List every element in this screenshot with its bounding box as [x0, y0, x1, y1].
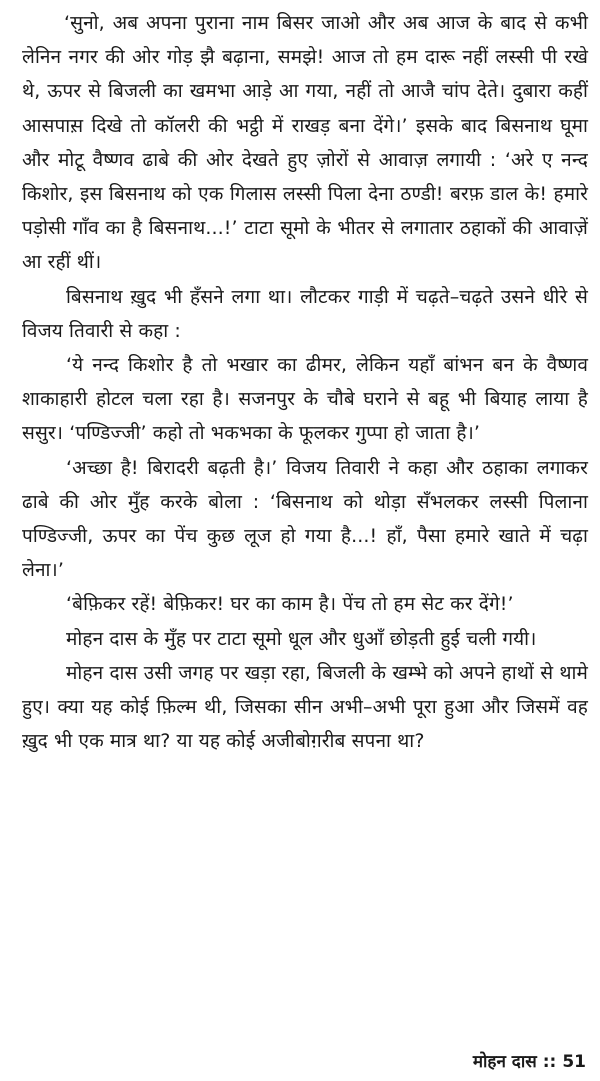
page-number: 51: [562, 1052, 586, 1072]
paragraph: ‘अच्छा है! बिरादरी बढ़ती है।’ विजय तिवारी ने कहा और ठहाका लगाकर ढाबे की ओर मुँह करके बोला : ‘बिसनाथ को थोड़ा सँभलकर लस्सी पिलाना पण्डिज्जी, ऊपर का पेंच कुछ लूज हो गया है...! हाँ, पैसा हमारे खाते में चढ़ा लेना।’: [22, 456, 588, 582]
paragraph: मोहन दास उसी जगह पर खड़ा रहा, बिजली के खम्भे को अपने हाथों से थामे हुए। क्या यह कोई फ़िल्म थी, जिसका सीन अभी–अभी पूरा हुआ और जिसमें वह ख़ुद भी एक मात्र था? या यह कोई अजीबोग़रीब सपना था?: [22, 661, 588, 753]
body-text: [22, 6, 588, 758]
footer-separator: ::: [542, 1052, 557, 1072]
paragraph: मोहन दास के मुँह पर टाटा सूमो धूल और धुआँ छोड़ती हुई चली गयी।: [66, 627, 537, 650]
page-footer: [473, 1051, 586, 1073]
paragraph: बिसनाथ ख़ुद भी हँसने लगा था। लौटकर गाड़ी में चढ़ते–चढ़ते उसने धीरे से विजय तिवारी से कहा :: [22, 285, 588, 342]
running-title: मोहन दास: [472, 1052, 537, 1072]
paragraph: ‘बेफ़िकर रहें! बेफ़िकर! घर का काम है। पेंच तो हम सेट कर देंगे!’: [66, 593, 514, 616]
paragraph: ‘सुनो, अब अपना पुराना नाम बिसर जाओ और अब आज के बाद से कभी लेनिन नगर की ओर गोड़ झै बढ़ाना, समझे! आज तो हम दारू नहीं लस्सी पी रखे थे, ऊपर से बिजली का खमभा आड़े आ गया, नहीं तो आजै चांप देते। दुबारा कहीं आसपास़ दिखे तो कॉलरी की भट्ठी में राखड़ बना देंगे।’ इसके बाद बिसनाथ घूमा और मोटू वैष्णव ढाबे की ओर देखते हुए ज़ोरों से आवाज़ लगायी : ‘अरे ए नन्द किशोर, इस बिसनाथ को एक गिलास लस्सी पिला देना ठण्डी! बरफ़ डाल के! हमारे पड़ोसी गाँव का है बिसनाथ...!’ टाटा सूमो के भीतर से लगातार ठहाकों की आवाज़ें आ रहीं थीं।: [22, 12, 588, 274]
paragraph: ‘ये नन्द किशोर है तो भखार का ढीमर, लेकिन यहाँ बांभन बन के वैष्णव शाकाहारी होटल चला रहा है। सजनपुर के चौबे घराने से बहू भी बियाह लाया है ससुर। ‘पण्डिज्जी’ कहो तो भकभका के फूलकर गुप्पा हो जाता है।’: [22, 354, 588, 445]
